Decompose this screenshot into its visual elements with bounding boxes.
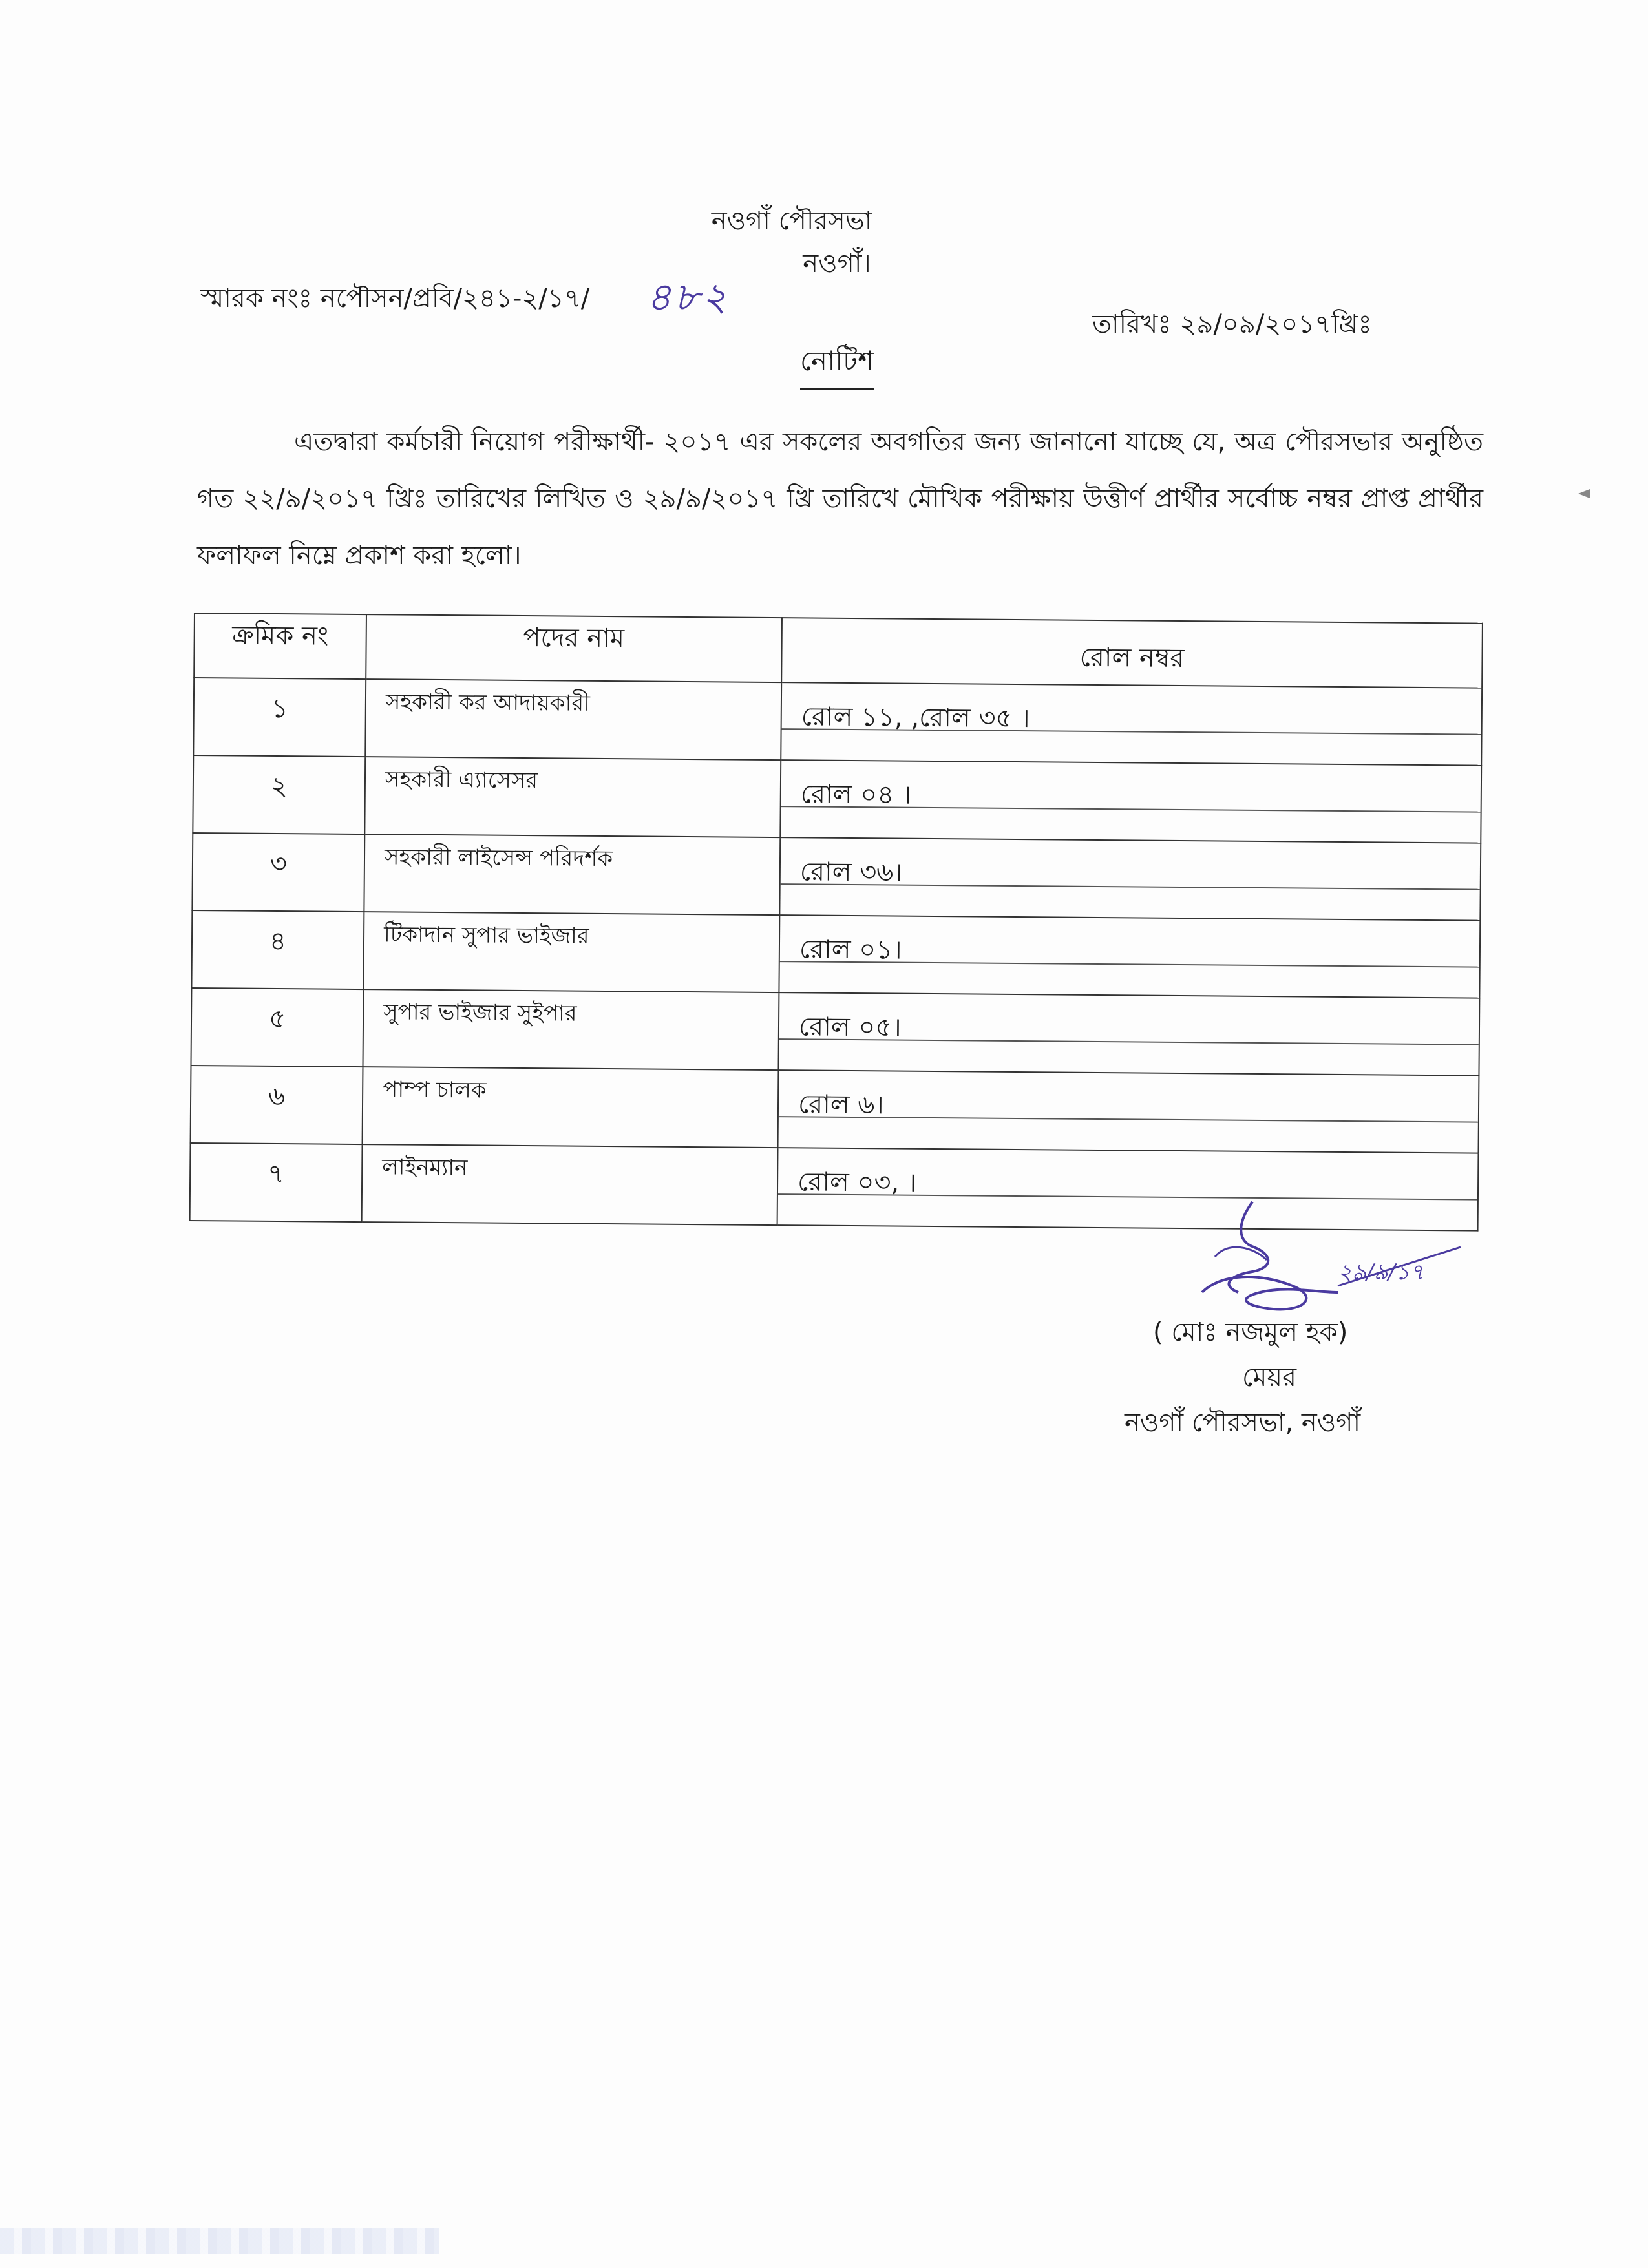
row-roll-cell xyxy=(778,992,1479,1076)
memo-handwritten-number: ৪৮২ xyxy=(646,275,730,320)
row-serial: ৫ xyxy=(191,988,363,1067)
row-roll: রোল ৬। xyxy=(798,1089,884,1120)
header-post: পদের নাম xyxy=(366,614,782,682)
row-post: পাম্প চালক xyxy=(363,1067,779,1148)
row-roll-cell xyxy=(780,760,1481,843)
scan-artifact xyxy=(1578,489,1590,498)
office-header: নওগাঁ পৌরসভা xyxy=(711,206,872,236)
notice-title: নোটিশ xyxy=(800,340,874,390)
row-serial: ৭ xyxy=(190,1143,363,1222)
row-roll-cell xyxy=(779,915,1480,998)
table-row xyxy=(191,1066,1479,1153)
row-roll-cell xyxy=(781,682,1482,766)
office-town: নওগাঁ। xyxy=(803,249,871,278)
signature-date: ২৯/৯/১৭ xyxy=(1338,1259,1424,1285)
header-roll: রোল নম্বর xyxy=(781,618,1483,688)
table-row xyxy=(192,833,1481,921)
row-post: সহকারী এ্যাসেসর xyxy=(364,757,781,837)
row-roll: রোল ৩৬। xyxy=(799,857,903,888)
memo-number: স্মারক নংঃ নপৌসন/প্রবি/২৪১-২/১৭/ xyxy=(200,284,590,313)
row-post: টিকাদান সুপার ভাইজার xyxy=(363,912,779,992)
signatory-name: ( মোঃ নজমুল হক) xyxy=(1153,1318,1348,1347)
row-serial: ৪ xyxy=(191,910,364,989)
results-table xyxy=(189,613,1483,1232)
row-roll: রোল ০৫। xyxy=(798,1012,902,1043)
header-serial: ক্রমিক নং xyxy=(194,613,366,679)
table-header-row xyxy=(194,613,1483,688)
row-roll: রোল ০৩, । xyxy=(797,1167,917,1198)
notice-body: এতদ্বারা কর্মচারী নিয়োগ পরীক্ষার্থী- ২০১৭ এর সকলের অবগতির জন্য জানানো যাচ্ছে যে, অত্র পৌরসভার অনুষ্ঠিত গত ২২/৯/২০১৭ খ্রিঃ তারিখের লিখিত ও ২৯/৯/২০১৭ খ্রি তারিখে মৌখিক পরীক্ষায় উত্তীর্ণ প্রার্থীর সর্বোচ্চ নম্বর প্রাপ্ত প্রার্থীর ফলাফল নিম্নে প্রকাশ করা হলো। xyxy=(197,427,1483,571)
signatory-designation: মেয়র xyxy=(1242,1363,1297,1392)
row-post: সুপার ভাইজার সুইপার xyxy=(363,989,779,1070)
table-row xyxy=(193,755,1481,843)
signatory-office: নওগাঁ পৌরসভা, নওগাঁ xyxy=(1125,1408,1361,1438)
row-roll: রোল ১১, ,রোল ৩৫ । xyxy=(801,702,1030,734)
row-serial: ৩ xyxy=(192,833,364,912)
row-post: সহকারী লাইসেন্স পরিদর্শক xyxy=(364,834,780,915)
row-serial: ২ xyxy=(193,755,365,834)
row-roll: রোল ০৪ । xyxy=(800,779,912,810)
row-post: লাইনম্যান xyxy=(362,1144,778,1225)
row-post: সহকারী কর আদায়কারী xyxy=(365,679,781,760)
scan-edge-strip xyxy=(0,2228,439,2254)
notice-date: তারিখঃ ২৯/০৯/২০১৭খ্রিঃ xyxy=(1092,310,1372,339)
row-serial: ৬ xyxy=(191,1066,363,1144)
row-roll: রোল ০১। xyxy=(799,934,902,965)
row-serial: ১ xyxy=(193,678,366,757)
row-roll-cell xyxy=(779,837,1481,921)
table-row xyxy=(193,678,1482,766)
row-roll-cell xyxy=(778,1070,1479,1153)
table-row xyxy=(191,910,1480,998)
table-row xyxy=(191,988,1479,1076)
